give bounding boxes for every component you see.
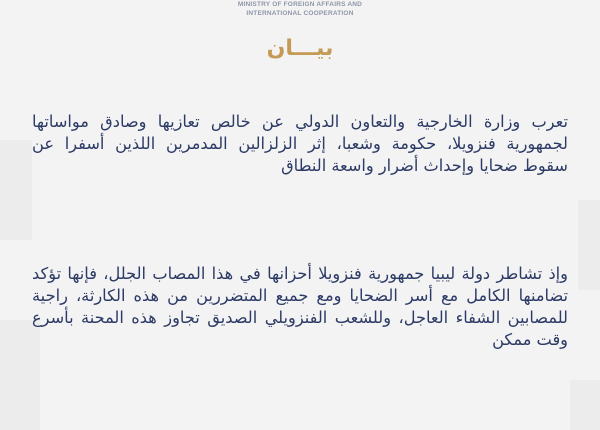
ministry-header (0, 0, 600, 32)
background-panel (0, 140, 32, 240)
ministry-name-line2: INTERNATIONAL COOPERATION (246, 10, 354, 17)
ministry-name-line1: MINISTRY OF FOREIGN AFFAIRS AND (237, 1, 363, 8)
background-panel (578, 200, 600, 290)
background-panel (570, 380, 600, 430)
statement-paragraph-condolences: تعرب وزارة الخارجية والتعاون الدولي عن خالص تعازيها وصادق مواساتها لجمهورية فنزويلا، حكومة وشعبا، إثر الزلزالين المدمرين اللذين أسفرا عن سقوط ضحايا وإحداث أضرار واسعة النطاق (32, 112, 568, 175)
statement-paragraph-solidarity: وإذ تشاطر دولة ليبيا جمهورية فنزويلا أحزانها في هذا المصاب الجلل، فإنها تؤكد تضامنها الكامل مع أسر الضحايا ومع جميع المتضررين من هذه الكارثة، راجية للمصابين الشفاء العاجل، وللشعب الفنزويلي الصديق تجاوز هذه المحنة بأسرع وقت ممكن (32, 264, 568, 349)
statement-title: بيـــان (266, 36, 334, 61)
